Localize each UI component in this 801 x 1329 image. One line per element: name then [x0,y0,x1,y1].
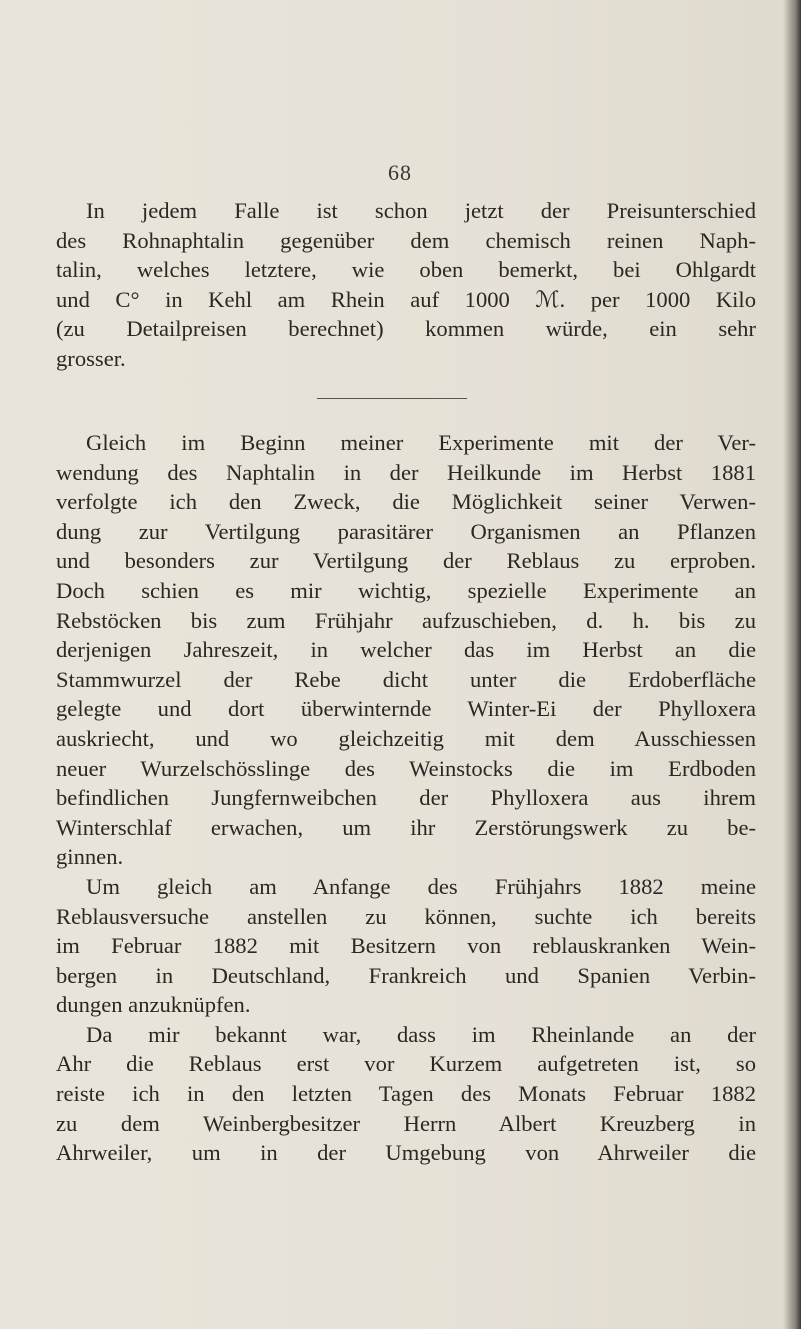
text-line: reiste ich in den letzten Tagen des Monats Februar 1882 [56,1081,756,1107]
text-line: Da mir bekannt war, dass im Rheinlande an der [86,1021,756,1047]
text-line: dungen anzuknüpfen. [56,992,251,1018]
text-line: Winterschlaf erwachen, um ihr Zerstörungswerk zu be- [56,814,756,840]
text-line: im Februar 1882 mit Besitzern von reblauskranken Wein- [56,933,756,959]
text-line: Ahr die Reblaus erst vor Kurzem aufgetreten ist, so [56,1051,756,1077]
paragraph-reblaus-experiments [56,428,756,1168]
text-line: Um gleich am Anfange des Frühjahrs 1882 meine [86,873,756,899]
text-line: auskriecht, und wo gleichzeitig mit dem Ausschiessen [56,725,756,751]
page-edge-shadow [783,0,801,1329]
text-line: In jedem Falle ist schon jetzt der Preisunterschied [86,198,756,223]
section-divider [317,398,467,399]
paragraph-price-difference [56,196,756,374]
text-line: des Rohnaphtalin gegenüber dem chemisch reinen Naph- [56,227,756,253]
text-line: Rebstöcken bis zum Frühjahr aufzuschieben, d. h. bis zu [56,607,756,633]
text-line: bergen in Deutschland, Frankreich und Spanien Verbin- [56,962,756,988]
text-line: derjenigen Jahreszeit, in welcher das im Herbst an die [56,637,756,663]
text-line: Ahrweiler, um in der Umgebung von Ahrweiler die [56,1140,756,1166]
text-line: gelegte und dort überwinternde Winter-Ei der Phylloxera [56,696,756,722]
text-line: Reblausversuche anstellen zu können, suchte ich bereits [56,903,756,929]
text-line: (zu Detailpreisen berechnet) kommen würde, ein sehr [56,316,756,342]
text-line: Doch schien es mir wichtig, spezielle Experimente an [56,577,756,603]
text-line: ginnen. [56,844,124,870]
text-line: neuer Wurzelschösslinge des Weinstocks die im Erdboden [56,755,756,781]
text-line: und besonders zur Vertilgung der Reblaus zu erproben. [56,548,756,574]
text-line: Gleich im Beginn meiner Experimente mit der Ver- [86,430,756,455]
text-line: Stammwurzel der Rebe dicht unter die Erdoberfläche [56,666,756,692]
text-line: talin, welches letztere, wie oben bemerkt, bei Ohlgardt [56,257,756,283]
text-line: dung zur Vertilgung parasitärer Organismen an Pflanzen [56,518,756,544]
text-line: wendung des Naphtalin in der Heilkunde im Herbst 1881 [56,459,756,485]
text-line: und C° in Kehl am Rhein auf 1000 ℳ. per 1000 Kilo [56,286,756,312]
text-line: befindlichen Jungfernweibchen der Phylloxera aus ihrem [56,785,756,811]
text-line: verfolgte ich den Zweck, die Möglichkeit seiner Verwen- [56,489,756,515]
text-line: zu dem Weinbergbesitzer Herrn Albert Kreuzberg in [56,1110,756,1136]
page-number: 68 [388,160,412,185]
text-line: grosser. [56,345,126,371]
